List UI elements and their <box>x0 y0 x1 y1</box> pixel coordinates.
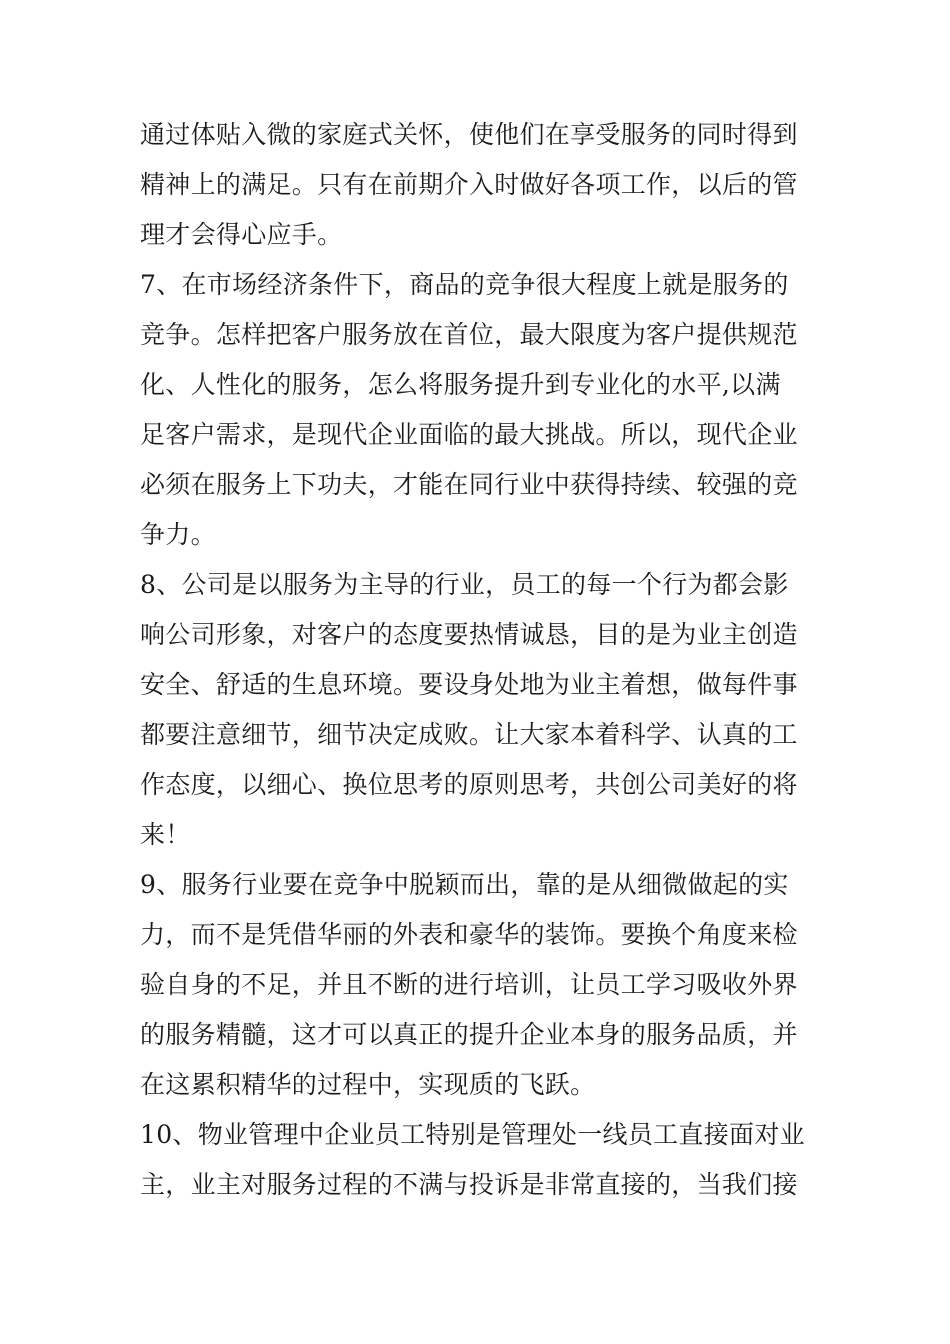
text-line: 响公司形象，对客户的态度要热情诚恳，目的是为业主创造 <box>140 620 798 649</box>
text-line: 必须在服务上下功夫，才能在同行业中获得持续、较强的竞 <box>140 470 798 499</box>
text-line: 的服务精髓，这才可以真正的提升企业本身的服务品质，并 <box>140 1020 798 1049</box>
text-line: 化、人性化的服务，怎么将服务提升到专业化的水平,以满 <box>140 370 781 399</box>
text-line: 通过体贴入微的家庭式关怀，使他们在享受服务的同时得到 <box>140 120 798 149</box>
text-line: 安全、舒适的生息环境。要设身处地为业主着想，做每件事 <box>140 670 798 699</box>
text-line: 9、服务行业要在竞争中脱颖而出，靠的是从细微做起的实 <box>140 870 789 899</box>
text-line: 主，业主对服务过程的不满与投诉是非常直接的，当我们接 <box>140 1170 798 1199</box>
text-line: 来！ <box>140 820 191 849</box>
text-line: 足客户需求，是现代企业面临的最大挑战。所以，现代企业 <box>140 420 798 449</box>
text-line: 作态度，以细心、换位思考的原则思考，共创公司美好的将 <box>140 770 798 799</box>
text-line: 精神上的满足。只有在前期介入时做好各项工作，以后的管 <box>140 170 798 199</box>
text-line: 竞争。怎样把客户服务放在首位，最大限度为客户提供规范 <box>140 320 798 349</box>
text-line: 8、公司是以服务为主导的行业，员工的每一个行为都会影 <box>140 570 789 599</box>
text-line: 力，而不是凭借华丽的外表和豪华的装饰。要换个角度来检 <box>140 920 798 949</box>
text-line: 都要注意细节，细节决定成败。让大家本着科学、认真的工 <box>140 720 798 749</box>
text-line: 7、在市场经济条件下，商品的竞争很大程度上就是服务的 <box>140 270 789 299</box>
text-line: 验自身的不足，并且不断的进行培训，让员工学习吸收外界 <box>140 970 798 999</box>
text-line: 争力。 <box>140 520 216 549</box>
text-line: 理才会得心应手。 <box>140 220 343 249</box>
text-line: 10、物业管理中企业员工特别是管理处一线员工直接面对业 <box>140 1120 805 1149</box>
text-line: 在这累积精华的过程中，实现质的飞跃。 <box>140 1070 596 1099</box>
